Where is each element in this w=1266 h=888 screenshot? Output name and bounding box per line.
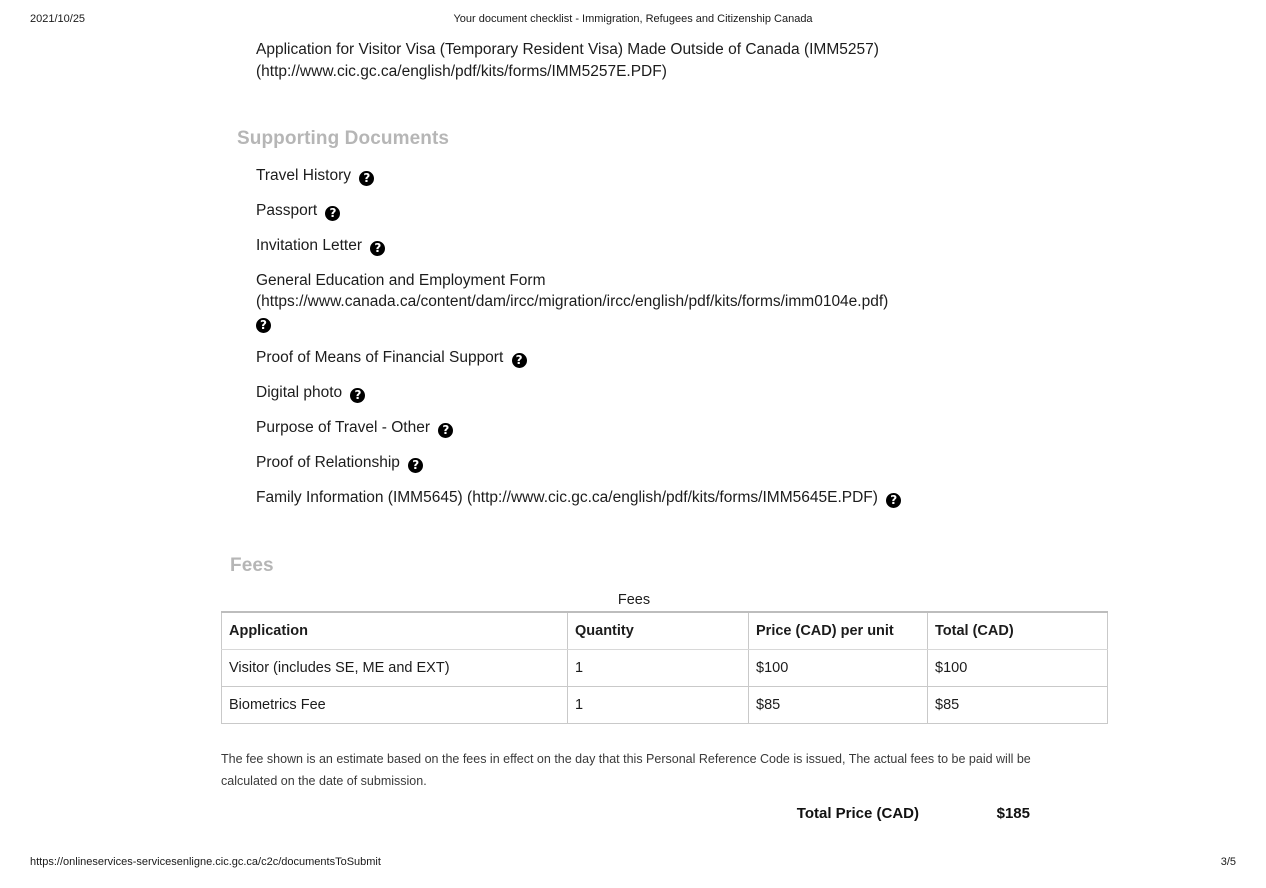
supporting-document-label: Travel History ? — [256, 165, 1036, 186]
print-footer-page-number: 3/5 — [1220, 856, 1236, 868]
help-question-icon[interactable]: ? — [359, 171, 374, 186]
supporting-document-item — [256, 417, 1036, 438]
fees-table-body — [222, 650, 1108, 724]
total-price-value: $185 — [996, 805, 1030, 822]
help-question-icon[interactable]: ? — [325, 206, 340, 221]
supporting-document-label: Invitation Letter ? — [256, 235, 1036, 256]
section-heading-fees: Fees — [230, 555, 274, 576]
fees-table-cell: 1 — [568, 650, 749, 687]
continued-checklist-item — [256, 39, 1016, 83]
supporting-document-label: Family Information (IMM5645) (http://www.cic.gc.ca/english/pdf/kits/forms/IMM5645E.PDF) ? — [256, 487, 1036, 508]
fees-table-caption: Fees — [617, 592, 651, 608]
total-price-label: Total Price (CAD) — [796, 805, 919, 822]
fees-table-column-header: Total (CAD) — [928, 612, 1108, 650]
supporting-document-item — [256, 200, 1036, 221]
help-question-icon[interactable]: ? — [512, 353, 527, 368]
help-question-icon[interactable]: ? — [886, 493, 901, 508]
supporting-document-label: Passport ? — [256, 200, 1036, 221]
help-question-icon[interactable]: ? — [350, 388, 365, 403]
fees-table-column-header: Application — [222, 612, 568, 650]
supporting-document-label: General Education and Employment Form — [256, 272, 546, 289]
fees-table-cell: $85 — [749, 687, 928, 724]
fees-table-row — [222, 650, 1108, 687]
fees-table-container — [221, 592, 1047, 724]
print-header-title: Your document checklist - Immigration, Refugees and Citizenship Canada — [453, 13, 813, 25]
section-heading-supporting-documents: Supporting Documents — [237, 128, 450, 149]
supporting-document-item — [256, 487, 1036, 508]
fees-table-head — [222, 612, 1108, 650]
supporting-document-item — [256, 347, 1036, 368]
supporting-documents-list — [256, 165, 1036, 522]
help-question-icon[interactable]: ? — [256, 318, 271, 333]
fees-table-cell: Visitor (includes SE, ME and EXT) — [222, 650, 568, 687]
fees-table-column-header: Quantity — [568, 612, 749, 650]
supporting-document-label: Digital photo ? — [256, 382, 1036, 403]
supporting-document-label: Purpose of Travel - Other ? — [256, 417, 1036, 438]
fees-table-row — [222, 687, 1108, 724]
print-header — [0, 13, 1266, 27]
print-header-date: 2021/10/25 — [30, 13, 86, 25]
continued-item-line2: (http://www.cic.gc.ca/english/pdf/kits/forms/IMM5257E.PDF) — [256, 63, 667, 80]
supporting-document-item — [256, 235, 1036, 256]
fees-table-cell: $100 — [749, 650, 928, 687]
supporting-document-item — [256, 270, 1036, 333]
supporting-document-item — [256, 165, 1036, 186]
supporting-document-item — [256, 382, 1036, 403]
supporting-document-link: (https://www.canada.ca/content/dam/ircc/migration/ircc/english/pdf/kits/forms/imm0104e.pdf) — [256, 293, 889, 310]
supporting-document-item — [256, 452, 1036, 473]
print-footer — [0, 856, 1266, 870]
supporting-document-label: Proof of Means of Financial Support ? — [256, 347, 1036, 368]
help-question-icon[interactable]: ? — [438, 423, 453, 438]
fees-table-cell: Biometrics Fee — [222, 687, 568, 724]
fees-table-cell: $100 — [928, 650, 1108, 687]
fees-estimate-note: The fee shown is an estimate based on the fees in effect on the day that this Personal Reference Code is issued, The actual fees to be paid will be calculated on the date of submission. — [221, 752, 1031, 788]
help-question-icon[interactable]: ? — [370, 241, 385, 256]
fees-table — [221, 611, 1108, 724]
fees-table-header-row — [222, 612, 1108, 650]
help-question-icon[interactable]: ? — [408, 458, 423, 473]
fees-table-cell: $85 — [928, 687, 1108, 724]
print-footer-url: https://onlineservices-servicesenligne.cic.gc.ca/c2c/documentsToSubmit — [30, 856, 381, 868]
supporting-document-label: Proof of Relationship ? — [256, 452, 1036, 473]
continued-item-line1: Application for Visitor Visa (Temporary Resident Visa) Made Outside of Canada (IMM5257) — [256, 41, 879, 58]
fees-table-cell: 1 — [568, 687, 749, 724]
fees-table-column-header: Price (CAD) per unit — [749, 612, 928, 650]
supporting-document-help-line — [256, 312, 1036, 333]
